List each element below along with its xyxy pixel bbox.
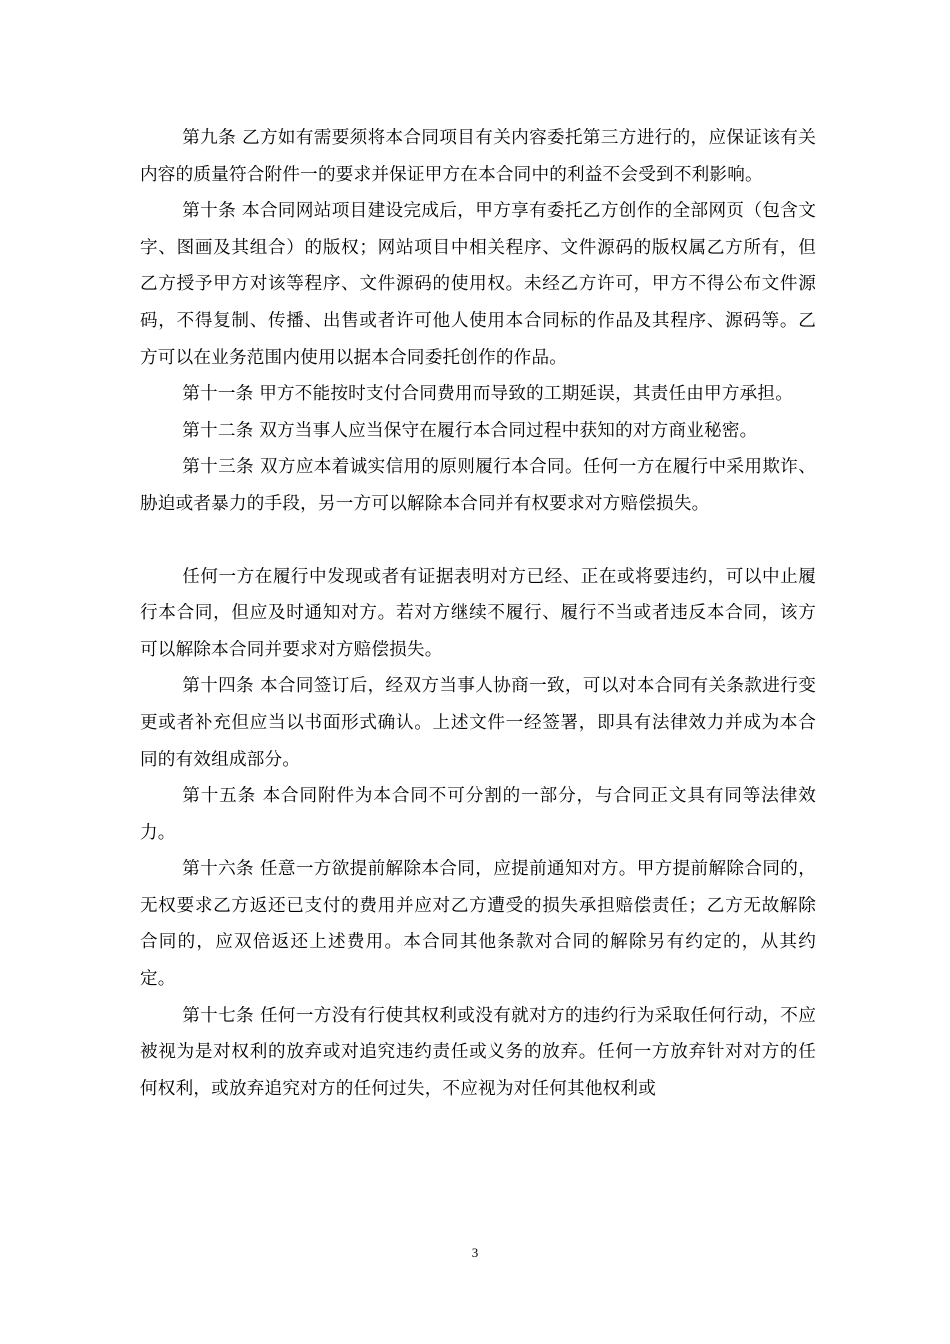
article-17-paragraph: 第十七条 任何一方没有行使其权利或没有就对方的违约行为采取任何行动，不应被视为是对权利的放弃或对追究违约责任或义务的放弃。任何一方放弃针对对方的任何权利，或放弃追究对方的任何过失，不应视为对任何其他权利或 (140, 1005, 816, 1099)
article-13-continuation-paragraph: 任何一方在履行中发现或者有证据表明对方已经、正在或将要违约，可以中止履行本合同，但应及时通知对方。若对方继续不履行、履行不当或者违反本合同，该方可以解除本合同并要求对方赔偿损失。 (140, 566, 816, 660)
article-11-paragraph: 第十一条 甲方不能按时支付合同费用而导致的工期延误，其责任由甲方承担。 (182, 384, 794, 405)
article-16-paragraph: 第十六条 任意一方欲提前解除本合同，应提前通知对方。甲方提前解除合同的，无权要求乙方返还已支付的费用并应对乙方遭受的损失承担赔偿责任；乙方无故解除合同的，应双倍返还上述费用。本合同其他条款对合同的解除另有约定的，从其约定。 (140, 859, 816, 990)
contract-body (140, 120, 816, 1107)
article-9-paragraph: 第九条 乙方如有需要须将本合同项目有关内容委托第三方进行的，应保证该有关内容的质量符合附件一的要求并保证甲方在本合同中的利益不会受到不利影响。 (140, 128, 816, 185)
article-14-paragraph: 第十四条 本合同签订后，经双方当事人协商一致，可以对本合同有关条款进行变更或者补充但应当以书面形式确认。上述文件一经签署，即具有法律效力并成为本合同的有效组成部分。 (140, 676, 816, 770)
page-number: 3 (471, 1245, 479, 1260)
article-10-paragraph: 第十条 本合同网站项目建设完成后，甲方享有委托乙方创作的全部网页（包含文字、图画及其组合）的版权；网站项目中相关程序、文件源码的版权属乙方所有，但乙方授予甲方对该等程序、文件源码的使用权。未经乙方许可，甲方不得公布文件源码，不得复制、传播、出售或者许可他人使用本合同标的作品及其程序、源码等。乙方可以在业务范围内使用以据本合同委托创作的作品。 (140, 201, 816, 368)
article-12-paragraph: 第十二条 双方当事人应当保守在履行本合同过程中获知的对方商业秘密。 (182, 420, 758, 441)
article-15-paragraph: 第十五条 本合同附件为本合同不可分割的一部分，与合同正文具有同等法律效力。 (140, 786, 816, 843)
article-13-paragraph: 第十三条 双方应本着诚实信用的原则履行本合同。任何一方在履行中采用欺诈、胁迫或者暴力的手段，另一方可以解除本合同并有权要求对方赔偿损失。 (140, 457, 816, 514)
